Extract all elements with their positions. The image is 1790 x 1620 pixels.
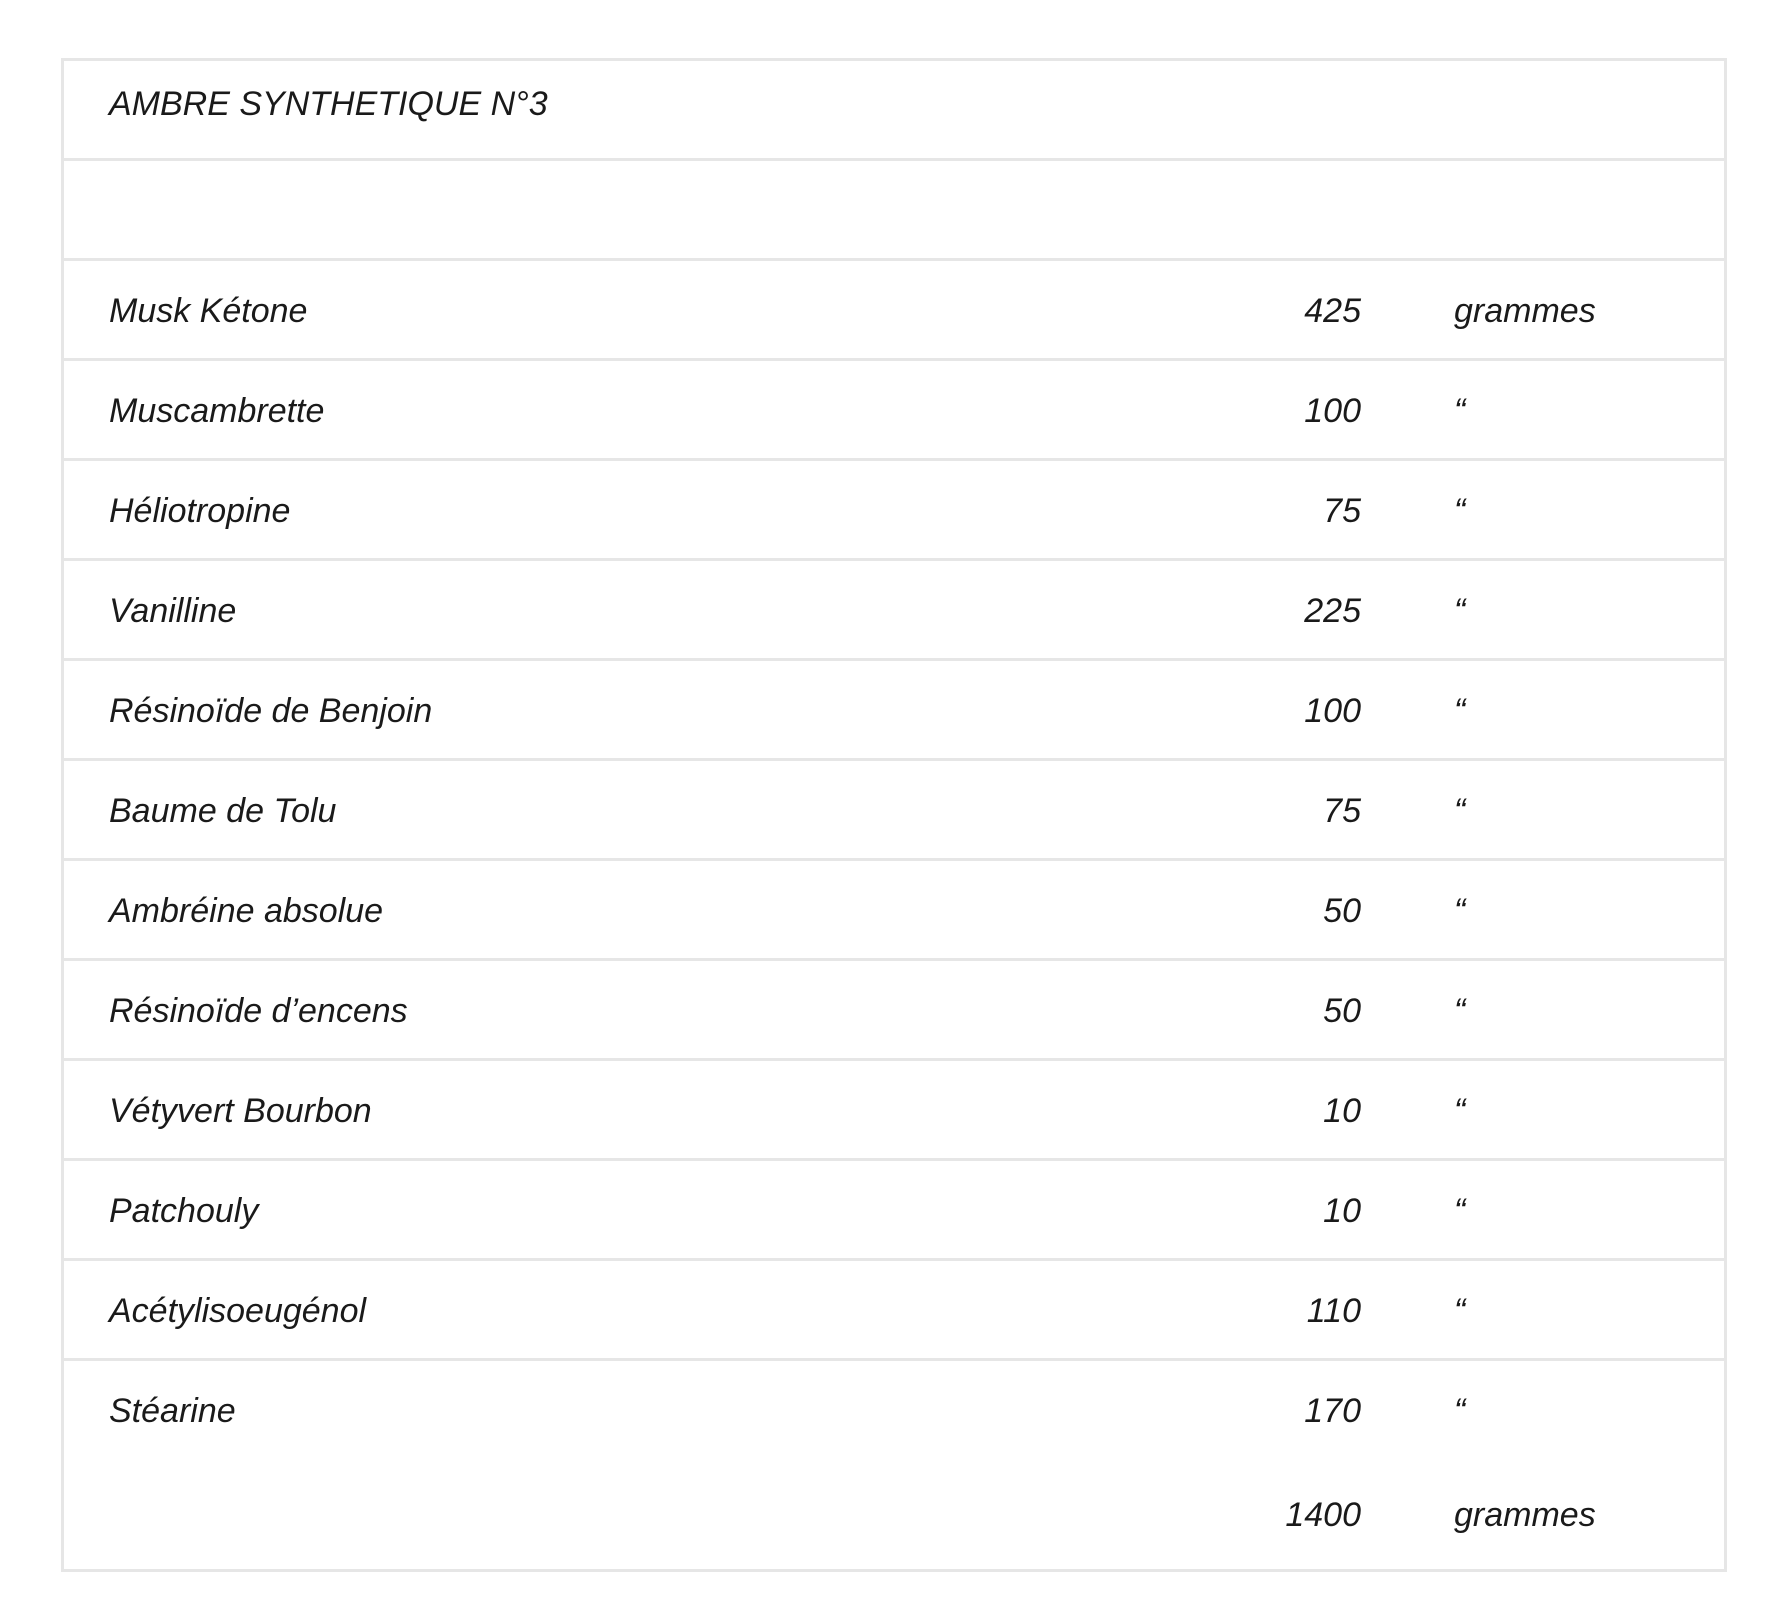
ingredient-name: Résinoïde de Benjoin [109,692,433,730]
ingredient-row [64,861,1724,961]
ingredient-name: Héliotropine [109,492,291,530]
ingredient-unit: “ [1454,992,1466,1030]
ingredient-unit: “ [1454,1392,1466,1430]
ingredient-name: Vanilline [109,592,237,630]
ingredient-name: Patchouly [109,1192,259,1230]
ingredient-row [64,261,1724,361]
ingredient-name: Muscambrette [109,392,325,430]
ingredient-row [64,1361,1724,1465]
ingredient-name: Stéarine [109,1392,236,1430]
ingredient-name: Baume de Tolu [109,792,337,830]
ingredient-name: Ambréine absolue [109,892,384,930]
ingredient-quantity: 170 [1304,1392,1361,1430]
ingredient-name: Musk Kétone [109,292,308,330]
ingredient-quantity: 100 [1304,692,1361,730]
ingredient-name: Acétylisoeugénol [109,1292,367,1330]
ingredient-row [64,1061,1724,1161]
ingredient-unit: “ [1454,392,1466,430]
ingredient-row [64,761,1724,861]
ingredient-unit: “ [1454,1292,1466,1330]
ingredient-row [64,461,1724,561]
recipe-title: AMBRE SYNTHETIQUE N°3 [109,85,548,123]
ingredient-quantity: 50 [1323,892,1361,930]
ingredient-quantity: 75 [1323,492,1361,530]
ingredient-row [64,361,1724,461]
ingredient-unit: “ [1454,492,1466,530]
ingredient-quantity: 225 [1304,592,1361,630]
ingredient-unit: “ [1454,692,1466,730]
total-row [64,1465,1724,1569]
ingredient-row [64,561,1724,661]
ingredient-list [64,261,1724,1465]
ingredient-unit: “ [1454,592,1466,630]
ingredient-quantity: 50 [1323,992,1361,1030]
recipe-table [61,58,1727,1572]
title-row [64,61,1724,161]
ingredient-unit: “ [1454,1192,1466,1230]
ingredient-quantity: 100 [1304,392,1361,430]
ingredient-unit: “ [1454,792,1466,830]
ingredient-quantity: 75 [1323,792,1361,830]
ingredient-unit: grammes [1454,292,1596,330]
ingredient-unit: “ [1454,892,1466,930]
ingredient-name: Vétyvert Bourbon [109,1092,372,1130]
ingredient-name: Résinoïde d’encens [109,992,408,1030]
empty-row [64,161,1724,261]
ingredient-quantity: 110 [1306,1292,1361,1330]
ingredient-row [64,1261,1724,1361]
ingredient-row [64,1161,1724,1261]
ingredient-quantity: 425 [1304,292,1361,330]
total-unit: grammes [1454,1496,1596,1534]
total-quantity: 1400 [1285,1496,1361,1534]
ingredient-quantity: 10 [1323,1192,1361,1230]
ingredient-unit: “ [1454,1092,1466,1130]
ingredient-row [64,961,1724,1061]
ingredient-quantity: 10 [1323,1092,1361,1130]
ingredient-row [64,661,1724,761]
